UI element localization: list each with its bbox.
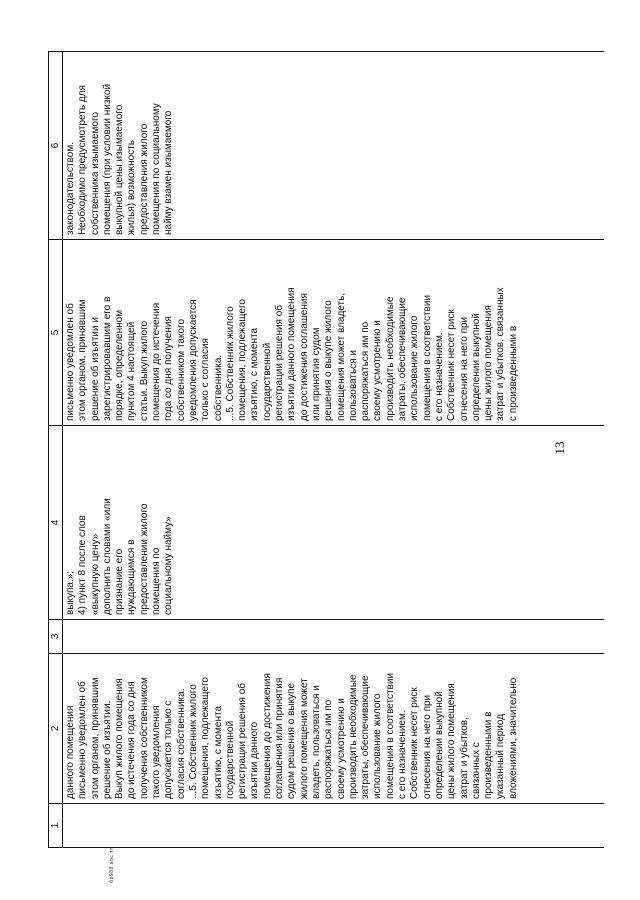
footer-code: бр988 аос тт xyxy=(109,847,115,883)
cell-new-text: письменно уведомлен об этом органом, принявшим решение об изъятии и зарегистрировавшим его в порядке, определенном пунктом 4 настоящей статьи. Выкуп жилого помещения до истечения года со дня получения собственником такого уведомления допускается только с согласия собственника. ...5. Собственник жилого помещения, подлежащего изъятию, с момента государственной регистрации решения об изъятии данного помещения до достижения соглашения или принятия судом решения о выкупе жилого помещения может владеть, пользоваться и распоряжаться им по своему усмотрению и производить необходимые затраты, обеспечивающие использование жилого помещения в соответствии с его назначением. Собственник несет риск отнесения на него при определении выкупной цены жилого помещения затрат и убытков, связанных с произведенными в xyxy=(63,240,605,426)
cell-col-1 xyxy=(63,804,605,848)
column-header-1: 1 xyxy=(49,804,63,848)
column-header-2: 2 xyxy=(49,654,63,804)
rotated-page-content xyxy=(48,52,604,848)
column-header-5: 5 xyxy=(49,240,63,426)
cell-comment: законодательством. Необходимо предусмотреть для собственника изымаемого помещения (при условии низкой выкупной цены изымаемого жилья) возможность предоставления жилого помещения по социальному найму взамен изымаемого xyxy=(63,52,605,240)
column-header-4: 4 xyxy=(49,426,63,620)
column-header-6: 6 xyxy=(49,52,63,240)
table-header-row xyxy=(49,52,63,848)
comparison-table xyxy=(48,51,604,848)
table-row xyxy=(63,52,605,848)
cell-current-text: данного помещения письменно уведомлен об этом органом, принявшим решение об изъятии. Выкуп жилого помещения до истечения года со дня получения собственником такого уведомления допускается только с согласия собственника. ...5. Собственник жилого помещения, подлежащего изъятию, с момента государственной регистрации решения об изъятии данного помещения до достижения соглашения или принятия судом решения о выкупе жилого помещения может владеть, пользоваться и распоряжаться им по своему усмотрению и производить необходимые затраты, обеспечивающие использование жилого помещения в соответствии с его назначением. Собственник несет риск отнесения на него при определении выкупной цены жилого помещения затрат и убытков, связанных с произведенными в указанный период вложениями, значительно xyxy=(63,654,605,804)
page-number: 13 xyxy=(552,441,567,455)
cell-col-3 xyxy=(63,620,605,654)
cell-amendment: выкупа.»; 4) пункт 8 после слов «выкупную цену» дополнить словами «или признание его нуждающимся в предоставлении жилого помещения по социальному найму» xyxy=(63,426,605,620)
column-header-3: 3 xyxy=(49,620,63,654)
